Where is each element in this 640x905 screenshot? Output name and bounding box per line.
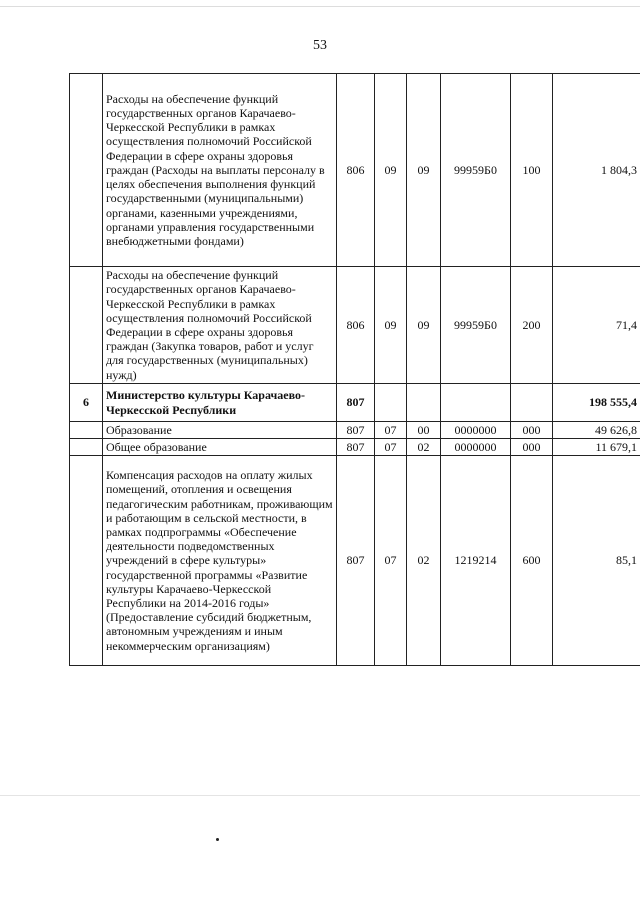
target-code [441, 384, 511, 422]
ministry-code: 806 [337, 267, 375, 384]
ministry-code: 807 [337, 456, 375, 666]
row-description: Компенсация расходов на оплату жилых помещений, отопления и освещения педагогическим работникам, проживающим и работающим в сельской местности, в рамках подпрограммы «Обеспечение деятельности подведомственных учреждений в сфере культуры» государственной программы «Развитие культуры Карачаево-Черкесской Республики на 2014-2016 годы» (Предоставление субсидий бюджетным, автономным учреждениям и иным некоммерческим организациям) [103, 456, 337, 666]
amount: 11 679,1 [553, 439, 640, 456]
row-index: 6 [70, 384, 103, 422]
amount: 71,4 [553, 267, 640, 384]
ministry-code: 807 [337, 422, 375, 439]
section-code: 07 [375, 422, 407, 439]
scan-artifact [0, 6, 640, 7]
expense-type-code: 600 [511, 456, 553, 666]
subsection-code: 09 [407, 74, 441, 267]
subsection-code: 02 [407, 439, 441, 456]
expense-type-code: 100 [511, 74, 553, 267]
target-code: 0000000 [441, 439, 511, 456]
row-description: Расходы на обеспечение функций государственных органов Карачаево-Черкесской Республики в рамках осуществления полномочий Российской Федерации в сфере охраны здоровья граждан (Закупка товаров, работ и услуг для государственных (муниципальных) нужд) [103, 267, 337, 384]
section-code: 07 [375, 439, 407, 456]
target-code: 1219214 [441, 456, 511, 666]
row-index [70, 267, 103, 384]
amount: 1 804,3 [553, 74, 640, 267]
ministry-code: 807 [337, 439, 375, 456]
table-row [70, 74, 640, 267]
row-index [70, 439, 103, 456]
row-description: Расходы на обеспечение функций государственных органов Карачаево-Черкесской Республики в рамках осуществления полномочий Российской Федерации в сфере охраны здоровья граждан (Расходы на выплаты персоналу в целях обеспечения выполнения функций государственными (муниципальными) органами, казенными учреждениями, органами управления государственными внебюджетными фондами) [103, 74, 337, 267]
target-code: 0000000 [441, 422, 511, 439]
expense-type-code: 000 [511, 422, 553, 439]
scan-artifact [0, 795, 640, 796]
section-code [375, 384, 407, 422]
table-row [70, 267, 640, 384]
row-index [70, 422, 103, 439]
row-description: Образование [103, 422, 337, 439]
table-row-ministry [70, 384, 640, 422]
subsection-code: 00 [407, 422, 441, 439]
ministry-code: 807 [337, 384, 375, 422]
expense-type-code: 000 [511, 439, 553, 456]
ministry-code: 806 [337, 74, 375, 267]
expense-type-code [511, 384, 553, 422]
row-index [70, 74, 103, 267]
subsection-code: 09 [407, 267, 441, 384]
subsection-code: 02 [407, 456, 441, 666]
target-code: 99959Б0 [441, 74, 511, 267]
table-row [70, 422, 640, 439]
row-index [70, 456, 103, 666]
amount: 49 626,8 [553, 422, 640, 439]
page-number: 53 [313, 38, 327, 53]
row-description: Общее образование [103, 439, 337, 456]
budget-table [69, 73, 640, 666]
table-row [70, 456, 640, 666]
subsection-code [407, 384, 441, 422]
target-code: 99959Б0 [441, 267, 511, 384]
section-code: 07 [375, 456, 407, 666]
row-description: Министерство культуры Карачаево-Черкесской Республики [103, 384, 337, 422]
amount: 85,1 [553, 456, 640, 666]
amount: 198 555,4 [553, 384, 640, 422]
section-code: 09 [375, 267, 407, 384]
section-code: 09 [375, 74, 407, 267]
table-row [70, 439, 640, 456]
expense-type-code: 200 [511, 267, 553, 384]
scan-dot [216, 838, 219, 841]
